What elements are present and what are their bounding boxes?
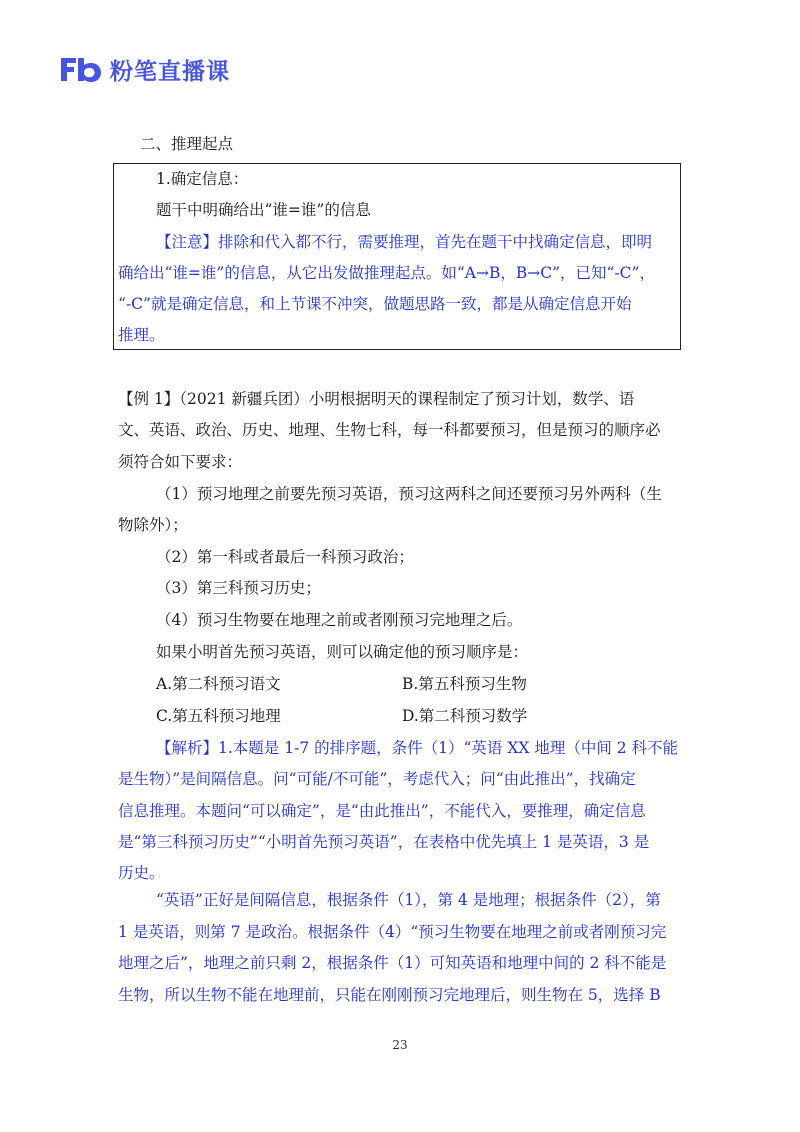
analysis-line: 信息推理。本题问“可以确定”，是“由此推出”，不能代入，要推理，确定信息 [118, 802, 646, 820]
analysis-line: “英语”正好是间隔信息，根据条件（1），第 4 是地理；根据条件（2），第 [156, 891, 661, 909]
note-line: “-C”就是确定信息，和上节课不冲突，做题思路一致，都是从确定信息开始 [118, 295, 632, 313]
option-b: B.第五科预习生物 [402, 675, 527, 693]
condition-line: 物除外）； [118, 516, 188, 534]
option-a: A.第二科预习语文 [156, 675, 281, 693]
condition-line: （1）预习地理之前要先预习英语，预习这两科之间还要预习另外两科（生 [156, 485, 662, 503]
option-c: C.第五科预习地理 [156, 707, 281, 725]
note-line: 确给出“谁=谁”的信息，从它出发做推理起点。如“A→B，B→C”，已知“-C”， [118, 264, 655, 282]
option-d: D.第二科预习数学 [402, 707, 528, 725]
info-item-title: 1.确定信息： [156, 170, 249, 188]
analysis-line: 1 是英语，则第 7 是政治。根据条件（4）“预习生物要在地理之前或者刚预习完 [118, 923, 667, 941]
brand-name: 粉笔直播课 [110, 58, 230, 85]
analysis-line: 是生物）”是间隔信息。问“可能/不可能”，考虑代入；问“由此推出”，找确定 [118, 770, 636, 788]
note-line: 【注意】排除和代入都不行，需要推理，首先在题干中找确定信息，即明 [156, 233, 653, 251]
example-intro-line: 文、英语、政治、历史、地理、生物七科，每一科都要预习，但是预习的顺序必 [118, 421, 661, 439]
condition-line: （4）预习生物要在地理之前或者刚预习完地理之后。 [156, 611, 523, 629]
analysis-line: 生物，所以生物不能在地理前，只能在刚刚预习完地理后，则生物在 5，选择 B [118, 986, 661, 1004]
section-heading: 二、推理起点 [140, 135, 234, 153]
fb-logo-icon [58, 54, 104, 84]
condition-line: （2）第一科或者最后一科预习政治； [156, 548, 414, 566]
info-definition: 题干中明确给出“谁=谁”的信息 [156, 201, 371, 219]
condition-line: （3）第三科预习历史； [156, 579, 321, 597]
info-box [113, 163, 681, 350]
note-line: 推理。 [118, 326, 165, 344]
analysis-line: 是“第三科预习历史”“小明首先预习英语”，在表格中优先填上 1 是英语，3 是 [118, 833, 650, 851]
analysis-line: 历史。 [118, 864, 165, 882]
brand-logo [58, 52, 230, 86]
page-number: 23 [392, 1038, 408, 1052]
analysis-line: 地理之后”，地理之前只剩 2，根据条件（1）可知英语和地理中间的 2 科不能是 [118, 954, 667, 972]
example-intro-line: 【例 1】（2021 新疆兵团）小明根据明天的课程制定了预习计划，数学、语 [118, 390, 635, 408]
example-intro-line: 须符合如下要求： [118, 453, 243, 471]
example-question: 如果小明首先预习英语，则可以确定他的预习顺序是： [156, 643, 529, 661]
analysis-line: 【解析】1.本题是 1-7 的排序题，条件（1）“英语 XX 地理（中间 2 科不能 [156, 739, 679, 757]
